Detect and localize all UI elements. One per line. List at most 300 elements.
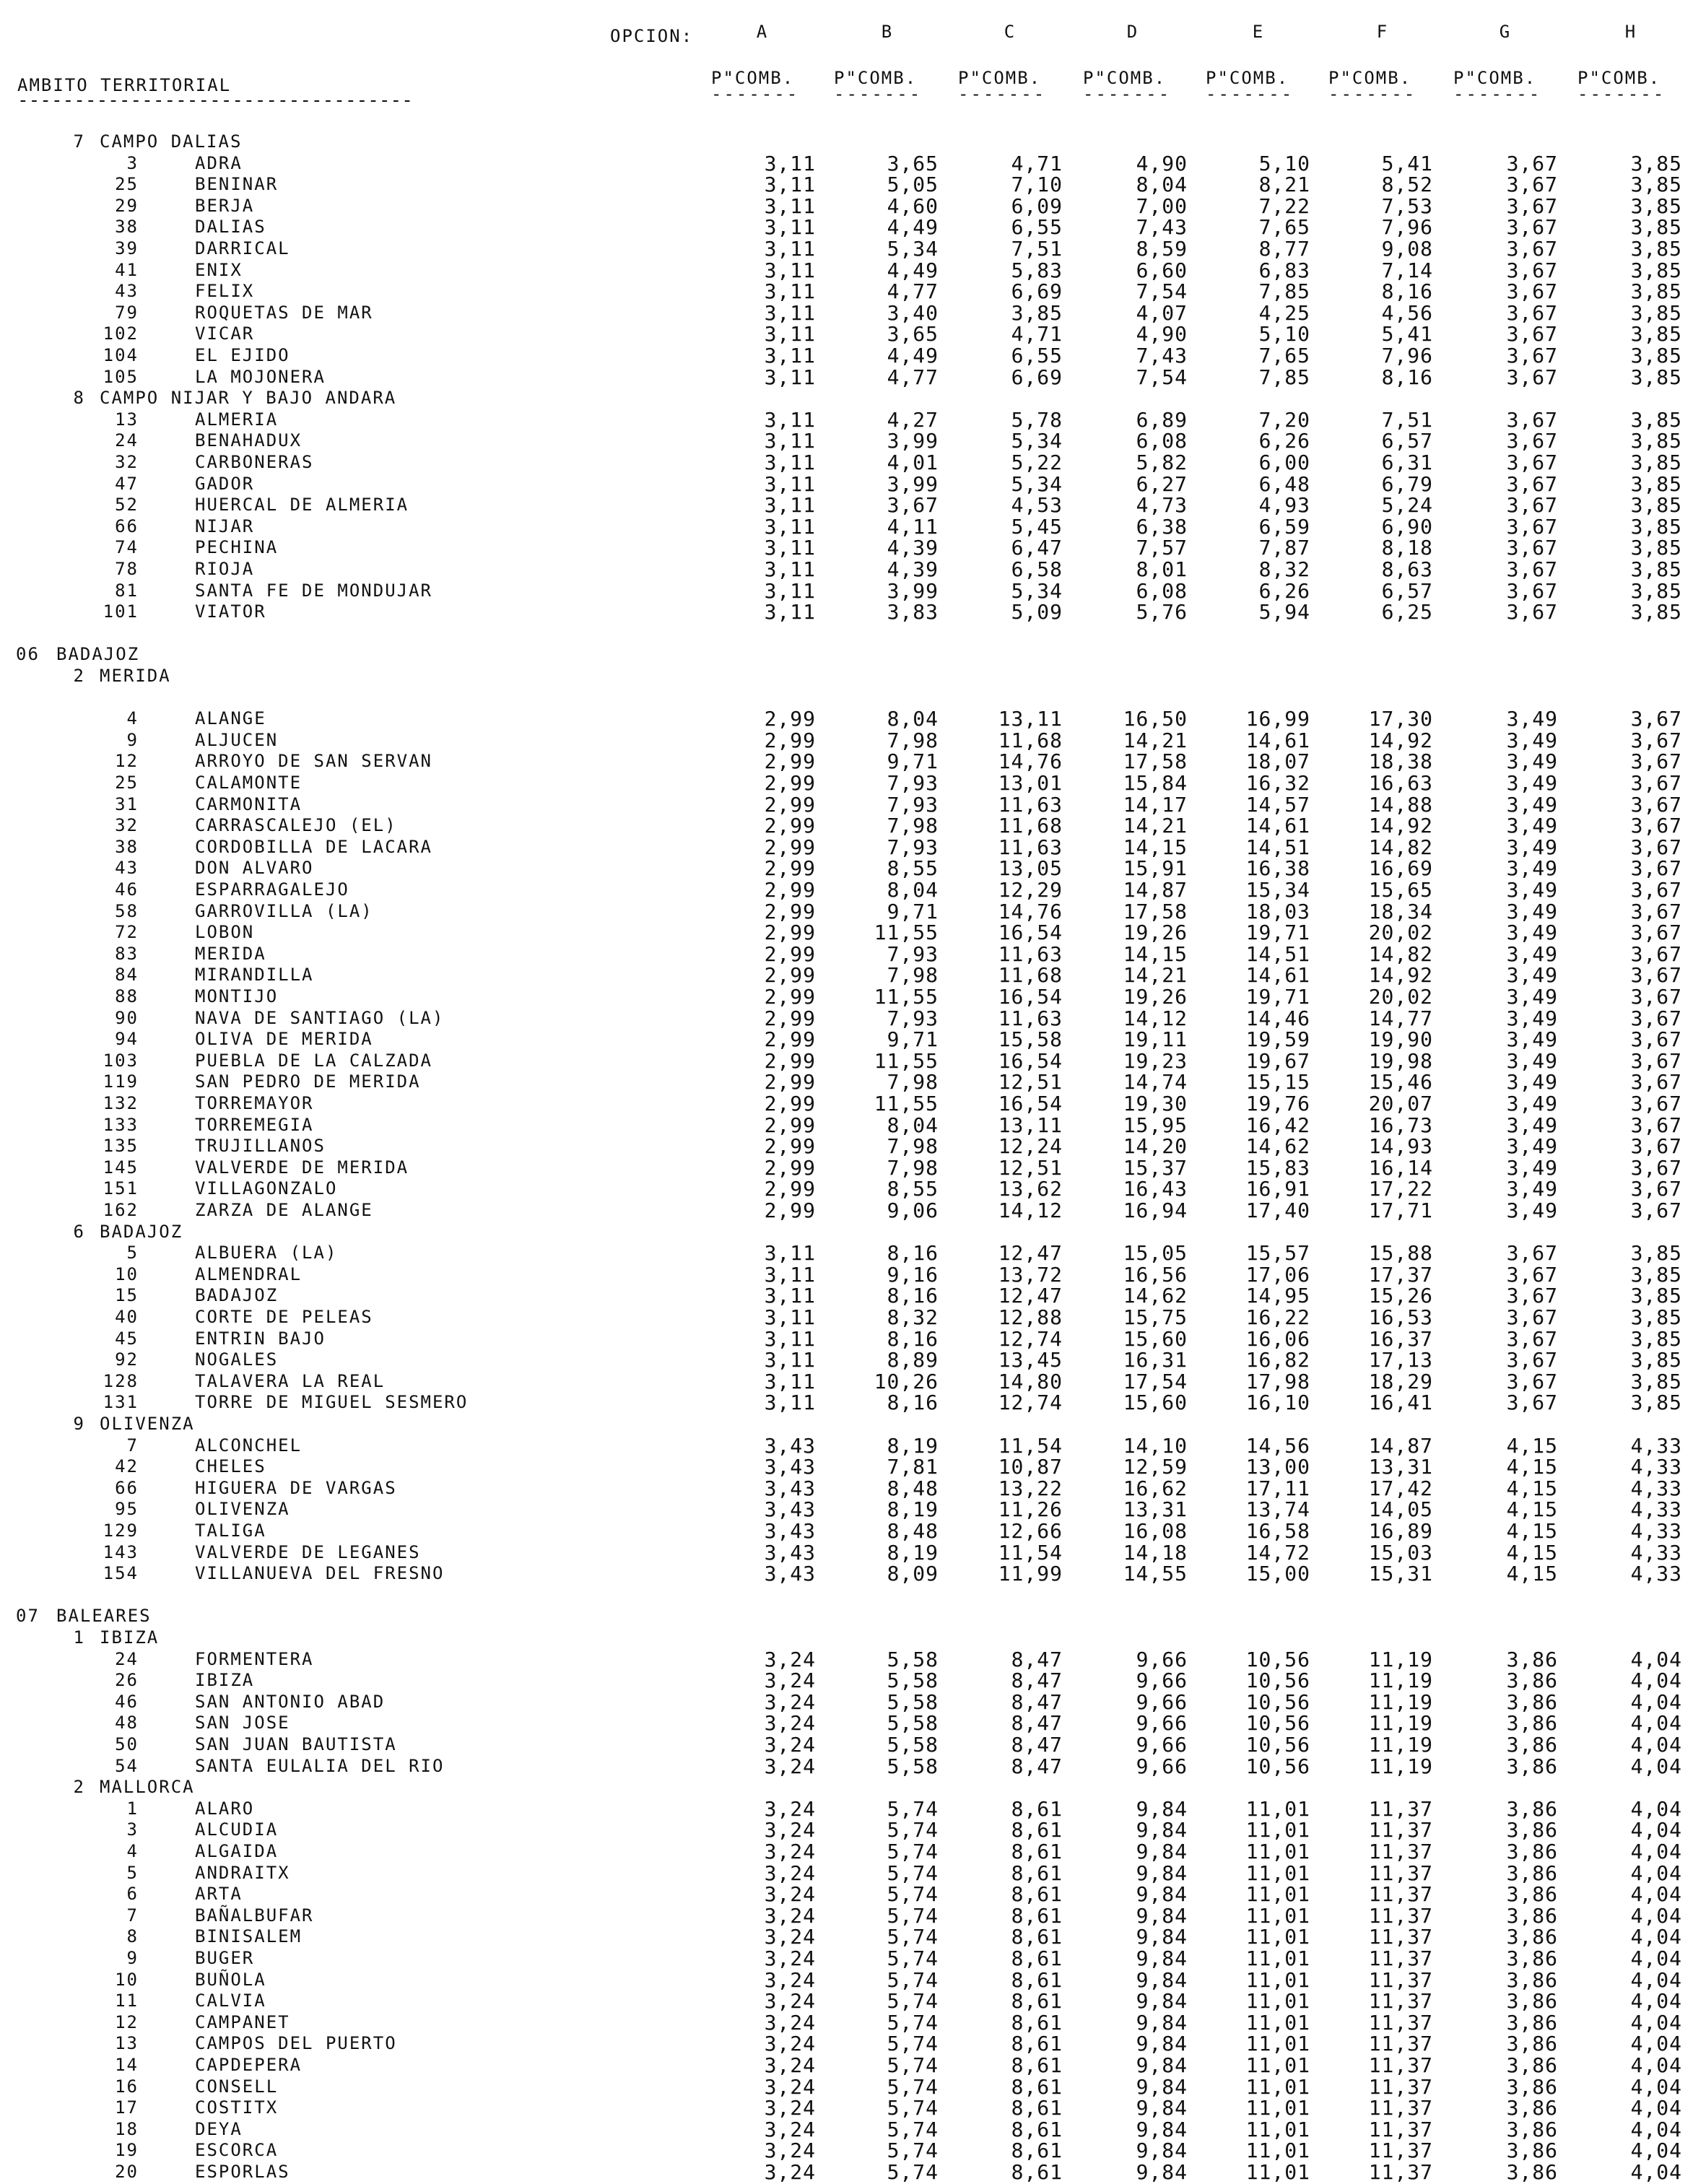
price-cell-c: 5,22	[1011, 451, 1063, 474]
price-cell-f: 11,37	[1368, 1967, 1433, 1992]
price-cell-h: 4,04	[1630, 1711, 1682, 1736]
price-cell-h: 4,04	[1630, 2010, 1682, 2035]
province-code: 07	[16, 1606, 40, 1627]
price-cell-b: 4,39	[887, 557, 939, 581]
price-cell-a: 3,11	[764, 578, 816, 603]
price-cell-a: 2,99	[764, 1134, 816, 1159]
municipality-code: 104	[103, 345, 139, 365]
price-cell-c: 11,68	[998, 963, 1063, 988]
comarca-number: 2	[73, 666, 85, 686]
price-cell-g: 3,67	[1506, 557, 1558, 581]
price-cell-h: 3,67	[1630, 1027, 1682, 1052]
price-cell-b: 7,98	[887, 1134, 939, 1159]
price-cell-b: 5,74	[887, 1861, 939, 1885]
price-cell-h: 3,85	[1630, 493, 1682, 518]
price-cell-b: 4,77	[887, 365, 939, 389]
price-cell-h: 4,04	[1630, 1689, 1682, 1714]
price-cell-f: 6,90	[1381, 514, 1433, 539]
price-cell-a: 3,11	[764, 471, 816, 496]
price-cell-d: 9,84	[1136, 1818, 1188, 1843]
price-cell-c: 11,63	[998, 1006, 1063, 1030]
price-cell-a: 2,99	[764, 899, 816, 923]
price-cell-g: 3,86	[1506, 2010, 1558, 2035]
price-cell-h: 4,04	[1630, 2117, 1682, 2141]
municipality-code: 45	[115, 1328, 139, 1349]
price-cell-g: 3,67	[1506, 451, 1558, 474]
price-cell-h: 3,85	[1630, 471, 1682, 496]
price-cell-c: 13,45	[998, 1348, 1063, 1372]
price-cell-a: 3,24	[764, 1861, 816, 1885]
price-cell-a: 3,43	[764, 1476, 816, 1500]
price-cell-c: 8,61	[1011, 1818, 1063, 1843]
price-cell-c: 12,88	[998, 1305, 1063, 1329]
price-cell-e: 11,01	[1245, 2160, 1310, 2184]
column-letter-c: C	[1004, 22, 1015, 42]
price-cell-c: 11,63	[998, 941, 1063, 966]
price-cell-d: 4,90	[1136, 151, 1188, 175]
price-cell-g: 3,86	[1506, 1925, 1558, 1949]
price-cell-h: 4,04	[1630, 1796, 1682, 1821]
municipality-name: ARTA	[195, 1884, 243, 1905]
price-cell-f: 13,31	[1368, 1455, 1433, 1479]
price-cell-b: 5,58	[887, 1689, 939, 1714]
price-cell-c: 7,10	[1011, 173, 1063, 197]
municipality-code: 4	[126, 1841, 139, 1861]
municipality-name: ALBUERA (LA)	[195, 1243, 338, 1263]
price-cell-a: 2,99	[764, 1027, 816, 1052]
price-cell-a: 3,11	[764, 237, 816, 261]
price-cell-h: 3,85	[1630, 237, 1682, 261]
price-cell-a: 3,11	[764, 557, 816, 581]
price-cell-b: 5,74	[887, 1967, 939, 1992]
price-cell-g: 3,86	[1506, 1818, 1558, 1843]
price-cell-h: 4,04	[1630, 2139, 1682, 2163]
price-cell-e: 7,65	[1258, 344, 1310, 367]
price-cell-c: 13,05	[998, 856, 1063, 881]
price-cell-a: 2,99	[764, 1070, 816, 1095]
price-cell-a: 3,11	[764, 451, 816, 474]
price-cell-b: 7,93	[887, 1006, 939, 1030]
price-cell-g: 3,86	[1506, 1711, 1558, 1736]
price-cell-d: 14,15	[1123, 941, 1188, 966]
price-cell-h: 3,67	[1630, 941, 1682, 966]
price-cell-g: 4,15	[1506, 1476, 1558, 1500]
municipality-code: 9	[126, 729, 139, 750]
municipality-code: 12	[115, 751, 139, 772]
municipality-name: TRUJILLANOS	[195, 1136, 326, 1157]
price-cell-g: 3,86	[1506, 1840, 1558, 1863]
price-cell-a: 3,24	[764, 1967, 816, 1992]
price-cell-a: 3,24	[764, 1882, 816, 1907]
column-sublabel-f: P"COMB.	[1328, 68, 1412, 88]
price-cell-e: 7,22	[1258, 193, 1310, 218]
municipality-code: 41	[115, 259, 139, 280]
price-cell-c: 11,63	[998, 835, 1063, 859]
column-underline-e: -------	[1206, 84, 1294, 104]
price-cell-h: 3,67	[1630, 1048, 1682, 1073]
municipality-code: 47	[115, 473, 139, 494]
price-cell-g: 3,67	[1506, 279, 1558, 304]
price-cell-b: 5,74	[887, 2160, 939, 2184]
municipality-code: 129	[103, 1520, 139, 1541]
price-cell-c: 8,61	[1011, 1925, 1063, 1949]
price-cell-b: 7,98	[887, 1155, 939, 1180]
municipality-code: 25	[115, 773, 139, 793]
municipality-code: 43	[115, 858, 139, 879]
price-cell-a: 3,11	[764, 1391, 816, 1415]
price-cell-f: 6,79	[1381, 471, 1433, 496]
price-cell-d: 7,43	[1136, 344, 1188, 367]
price-cell-h: 3,85	[1630, 407, 1682, 432]
price-cell-d: 9,66	[1136, 1689, 1188, 1714]
price-cell-g: 3,49	[1506, 835, 1558, 859]
price-cell-e: 11,01	[1245, 2096, 1310, 2120]
price-cell-b: 7,93	[887, 771, 939, 795]
price-cell-f: 11,19	[1368, 1689, 1433, 1714]
price-cell-c: 4,53	[1011, 493, 1063, 518]
price-cell-h: 3,85	[1630, 1326, 1682, 1351]
price-cell-h: 4,04	[1630, 1818, 1682, 1843]
province-name: BADAJOZ	[56, 644, 140, 665]
price-cell-a: 3,24	[764, 2074, 816, 2099]
price-cell-f: 8,52	[1381, 173, 1433, 197]
price-cell-f: 14,88	[1368, 792, 1433, 817]
price-cell-e: 5,94	[1258, 600, 1310, 625]
municipality-code: 10	[115, 1969, 139, 1990]
price-cell-a: 3,43	[764, 1562, 816, 1586]
municipality-name: CAMPOS DEL PUERTO	[195, 2033, 397, 2054]
price-cell-e: 4,25	[1258, 300, 1310, 325]
price-cell-f: 16,53	[1368, 1305, 1433, 1329]
municipality-code: 66	[115, 515, 139, 536]
price-cell-d: 4,73	[1136, 493, 1188, 518]
price-cell-h: 4,04	[1630, 1861, 1682, 1885]
price-cell-b: 8,04	[887, 1113, 939, 1137]
price-cell-b: 11,55	[874, 1092, 939, 1115]
price-cell-a: 3,24	[764, 1754, 816, 1778]
municipality-code: 3	[126, 1819, 139, 1840]
municipality-code: 54	[115, 1755, 139, 1776]
municipality-name: MONTIJO	[195, 986, 279, 1006]
price-cell-h: 3,67	[1630, 1134, 1682, 1159]
price-cell-h: 4,04	[1630, 2096, 1682, 2120]
price-cell-h: 4,33	[1630, 1540, 1682, 1565]
municipality-code: 88	[115, 986, 139, 1006]
municipality-code: 11	[115, 1991, 139, 2011]
municipality-code: 9	[126, 1948, 139, 1968]
municipality-name: ENIX	[195, 259, 243, 280]
price-cell-e: 6,83	[1258, 258, 1310, 282]
municipality-name: CARBONERAS	[195, 452, 314, 472]
price-cell-d: 6,08	[1136, 429, 1188, 453]
price-cell-a: 3,11	[764, 407, 816, 432]
price-cell-a: 3,24	[764, 1647, 816, 1671]
price-cell-b: 4,49	[887, 344, 939, 367]
price-cell-c: 14,76	[998, 899, 1063, 923]
price-cell-e: 4,93	[1258, 493, 1310, 518]
municipality-name: CALAMONTE	[195, 773, 303, 793]
price-cell-h: 3,85	[1630, 151, 1682, 175]
price-cell-e: 10,56	[1245, 1754, 1310, 1778]
price-cell-e: 8,32	[1258, 557, 1310, 581]
price-cell-e: 11,01	[1245, 2032, 1310, 2056]
price-cell-h: 4,33	[1630, 1519, 1682, 1543]
price-cell-c: 7,51	[1011, 237, 1063, 261]
price-cell-g: 3,49	[1506, 1113, 1558, 1137]
price-cell-c: 8,47	[1011, 1647, 1063, 1671]
municipality-name: CALVIA	[195, 1991, 266, 2011]
price-cell-d: 9,84	[1136, 2010, 1188, 2035]
price-cell-d: 9,84	[1136, 2032, 1188, 2056]
price-cell-f: 9,08	[1381, 237, 1433, 261]
municipality-code: 4	[126, 708, 139, 729]
price-cell-f: 16,89	[1368, 1519, 1433, 1543]
price-cell-g: 3,49	[1506, 749, 1558, 774]
price-cell-a: 3,24	[764, 2032, 816, 2056]
municipality-name: HUERCAL DE ALMERIA	[195, 495, 409, 515]
price-cell-e: 17,40	[1245, 1198, 1310, 1222]
column-underline-d: -------	[1083, 84, 1172, 104]
price-cell-f: 11,37	[1368, 1796, 1433, 1821]
price-cell-c: 8,61	[1011, 1796, 1063, 1821]
price-cell-g: 3,67	[1506, 493, 1558, 518]
price-cell-g: 3,49	[1506, 963, 1558, 988]
price-cell-h: 3,67	[1630, 1155, 1682, 1180]
municipality-code: 19	[115, 2140, 139, 2161]
price-cell-b: 3,99	[887, 578, 939, 603]
price-cell-h: 3,85	[1630, 1391, 1682, 1415]
price-cell-d: 8,04	[1136, 173, 1188, 197]
price-cell-c: 5,83	[1011, 258, 1063, 282]
price-cell-c: 15,58	[998, 1027, 1063, 1052]
price-cell-e: 16,06	[1245, 1326, 1310, 1351]
price-cell-g: 3,67	[1506, 429, 1558, 453]
price-cell-c: 8,47	[1011, 1669, 1063, 1693]
price-cell-e: 11,01	[1245, 2074, 1310, 2099]
price-cell-c: 6,58	[1011, 557, 1063, 581]
price-cell-b: 5,74	[887, 2139, 939, 2163]
price-cell-d: 5,82	[1136, 451, 1188, 474]
price-cell-a: 3,11	[764, 173, 816, 197]
column-letter-g: G	[1499, 22, 1510, 42]
price-cell-b: 8,89	[887, 1348, 939, 1372]
price-cell-f: 11,37	[1368, 1925, 1433, 1949]
price-cell-b: 5,74	[887, 2117, 939, 2141]
price-cell-f: 5,41	[1381, 322, 1433, 347]
price-cell-g: 3,67	[1506, 344, 1558, 367]
price-cell-f: 11,19	[1368, 1669, 1433, 1693]
price-cell-d: 19,11	[1123, 1027, 1188, 1052]
municipality-name: ESCORCA	[195, 2140, 279, 2161]
price-cell-b: 3,65	[887, 151, 939, 175]
municipality-name: SANTA FE DE MONDUJAR	[195, 580, 432, 601]
municipality-code: 12	[115, 2011, 139, 2032]
price-cell-f: 17,42	[1368, 1476, 1433, 1500]
municipality-name: PECHINA	[195, 537, 279, 558]
price-cell-e: 11,01	[1245, 2053, 1310, 2077]
municipality-code: 13	[115, 2033, 139, 2054]
price-cell-b: 5,58	[887, 1669, 939, 1693]
price-cell-h: 3,85	[1630, 557, 1682, 581]
municipality-name: CAPDEPERA	[195, 2055, 303, 2075]
price-cell-b: 9,71	[887, 1027, 939, 1052]
price-cell-e: 11,01	[1245, 1925, 1310, 1949]
municipality-code: 5	[126, 1243, 139, 1263]
price-cell-f: 8,63	[1381, 557, 1433, 581]
price-cell-b: 5,74	[887, 1989, 939, 2014]
price-cell-a: 3,11	[764, 536, 816, 560]
municipality-name: ALARO	[195, 1798, 255, 1819]
price-cell-f: 7,96	[1381, 215, 1433, 240]
price-cell-e: 11,01	[1245, 1861, 1310, 1885]
column-sublabel-h: P"COMB.	[1577, 68, 1661, 88]
price-cell-g: 4,15	[1506, 1497, 1558, 1522]
municipality-name: GARROVILLA (LA)	[195, 900, 373, 921]
price-cell-g: 3,86	[1506, 1754, 1558, 1778]
price-cell-d: 7,57	[1136, 536, 1188, 560]
price-cell-a: 3,11	[764, 1348, 816, 1372]
price-cell-f: 11,19	[1368, 1754, 1433, 1778]
price-cell-f: 11,19	[1368, 1711, 1433, 1736]
price-cell-g: 3,67	[1506, 215, 1558, 240]
price-cell-d: 13,31	[1123, 1497, 1188, 1522]
municipality-code: 46	[115, 879, 139, 900]
price-cell-f: 15,31	[1368, 1562, 1433, 1586]
municipality-name: ADRA	[195, 152, 243, 173]
price-cell-e: 8,21	[1258, 173, 1310, 197]
price-cell-f: 7,96	[1381, 344, 1433, 367]
price-cell-f: 11,37	[1368, 2160, 1433, 2184]
price-cell-c: 8,61	[1011, 1861, 1063, 1885]
price-cell-f: 11,37	[1368, 2053, 1433, 2077]
price-cell-b: 5,05	[887, 173, 939, 197]
price-cell-c: 16,54	[998, 921, 1063, 945]
price-cell-h: 4,33	[1630, 1497, 1682, 1522]
price-cell-e: 6,26	[1258, 578, 1310, 603]
price-cell-f: 14,82	[1368, 941, 1433, 966]
price-cell-g: 3,49	[1506, 878, 1558, 902]
municipality-code: 43	[115, 281, 139, 302]
price-cell-d: 9,84	[1136, 1967, 1188, 1992]
price-cell-e: 10,56	[1245, 1733, 1310, 1757]
price-cell-d: 14,21	[1123, 963, 1188, 988]
municipality-code: 6	[126, 1884, 139, 1905]
price-cell-h: 3,85	[1630, 344, 1682, 367]
price-cell-b: 7,93	[887, 792, 939, 817]
price-cell-g: 3,49	[1506, 1177, 1558, 1201]
price-cell-h: 3,67	[1630, 963, 1682, 988]
price-cell-f: 11,37	[1368, 1861, 1433, 1885]
municipality-code: 119	[103, 1071, 139, 1092]
price-cell-f: 11,37	[1368, 2139, 1433, 2163]
municipality-name: TORREMEGIA	[195, 1114, 314, 1135]
price-cell-g: 3,86	[1506, 2139, 1558, 2163]
price-cell-d: 9,84	[1136, 2074, 1188, 2099]
price-cell-d: 15,91	[1123, 856, 1188, 881]
price-cell-c: 12,47	[998, 1284, 1063, 1308]
price-cell-e: 7,85	[1258, 279, 1310, 304]
municipality-name: ALGAIDA	[195, 1841, 279, 1861]
price-cell-h: 3,85	[1630, 173, 1682, 197]
price-cell-d: 19,26	[1123, 985, 1188, 1009]
price-cell-g: 3,49	[1506, 1070, 1558, 1095]
price-cell-h: 4,04	[1630, 1840, 1682, 1863]
price-cell-d: 14,20	[1123, 1134, 1188, 1159]
column-sublabel-g: P"COMB.	[1453, 68, 1537, 88]
municipality-code: 29	[115, 195, 139, 216]
price-cell-d: 17,58	[1123, 749, 1188, 774]
price-cell-e: 14,61	[1245, 963, 1310, 988]
price-cell-a: 3,11	[764, 493, 816, 518]
price-cell-f: 5,24	[1381, 493, 1433, 518]
price-cell-b: 8,32	[887, 1305, 939, 1329]
price-cell-g: 3,86	[1506, 1903, 1558, 1928]
province-code: 06	[16, 644, 40, 665]
price-cell-h: 4,04	[1630, 1967, 1682, 1992]
price-cell-c: 11,68	[998, 728, 1063, 752]
municipality-code: 3	[126, 152, 139, 173]
price-cell-g: 3,49	[1506, 1092, 1558, 1115]
price-cell-a: 3,24	[764, 1733, 816, 1757]
price-cell-e: 19,59	[1245, 1027, 1310, 1052]
price-cell-c: 6,69	[1011, 365, 1063, 389]
municipality-code: 42	[115, 1456, 139, 1477]
price-cell-b: 5,74	[887, 2074, 939, 2099]
column-sublabel-e: P"COMB.	[1206, 68, 1289, 88]
municipality-name: ESPORLAS	[195, 2162, 290, 2182]
price-cell-b: 4,39	[887, 536, 939, 560]
price-cell-b: 4,11	[887, 514, 939, 539]
price-cell-f: 7,51	[1381, 407, 1433, 432]
price-cell-c: 12,47	[998, 1241, 1063, 1266]
price-cell-h: 3,85	[1630, 279, 1682, 304]
price-cell-e: 17,06	[1245, 1262, 1310, 1287]
price-cell-b: 7,93	[887, 941, 939, 966]
price-cell-c: 13,22	[998, 1476, 1063, 1500]
price-cell-a: 3,24	[764, 2160, 816, 2184]
price-cell-f: 6,57	[1381, 429, 1433, 453]
municipality-code: 13	[115, 409, 139, 430]
price-cell-g: 3,67	[1506, 1369, 1558, 1393]
price-cell-f: 11,37	[1368, 2074, 1433, 2099]
price-cell-c: 5,34	[1011, 471, 1063, 496]
price-cell-e: 15,57	[1245, 1241, 1310, 1266]
price-cell-b: 3,99	[887, 429, 939, 453]
price-cell-g: 4,15	[1506, 1519, 1558, 1543]
municipality-code: 32	[115, 452, 139, 472]
price-cell-f: 19,90	[1368, 1027, 1433, 1052]
municipality-name: CHELES	[195, 1456, 266, 1477]
municipality-code: 81	[115, 580, 139, 601]
comarca-name: CAMPO DALIAS	[100, 131, 243, 152]
price-cell-a: 3,43	[764, 1455, 816, 1479]
price-cell-a: 2,99	[764, 749, 816, 774]
price-cell-a: 2,99	[764, 963, 816, 988]
price-cell-f: 14,82	[1368, 835, 1433, 859]
price-cell-f: 14,92	[1368, 963, 1433, 988]
price-cell-d: 12,59	[1123, 1455, 1188, 1479]
price-cell-c: 5,34	[1011, 578, 1063, 603]
price-cell-h: 4,04	[1630, 1946, 1682, 1970]
price-cell-a: 2,99	[764, 835, 816, 859]
municipality-name: NIJAR	[195, 515, 255, 536]
price-cell-a: 2,99	[764, 856, 816, 881]
price-cell-c: 8,61	[1011, 2053, 1063, 2077]
price-cell-f: 15,65	[1368, 878, 1433, 902]
comarca-number: 8	[73, 388, 85, 409]
price-cell-g: 3,67	[1506, 1262, 1558, 1287]
price-cell-e: 17,11	[1245, 1476, 1310, 1500]
